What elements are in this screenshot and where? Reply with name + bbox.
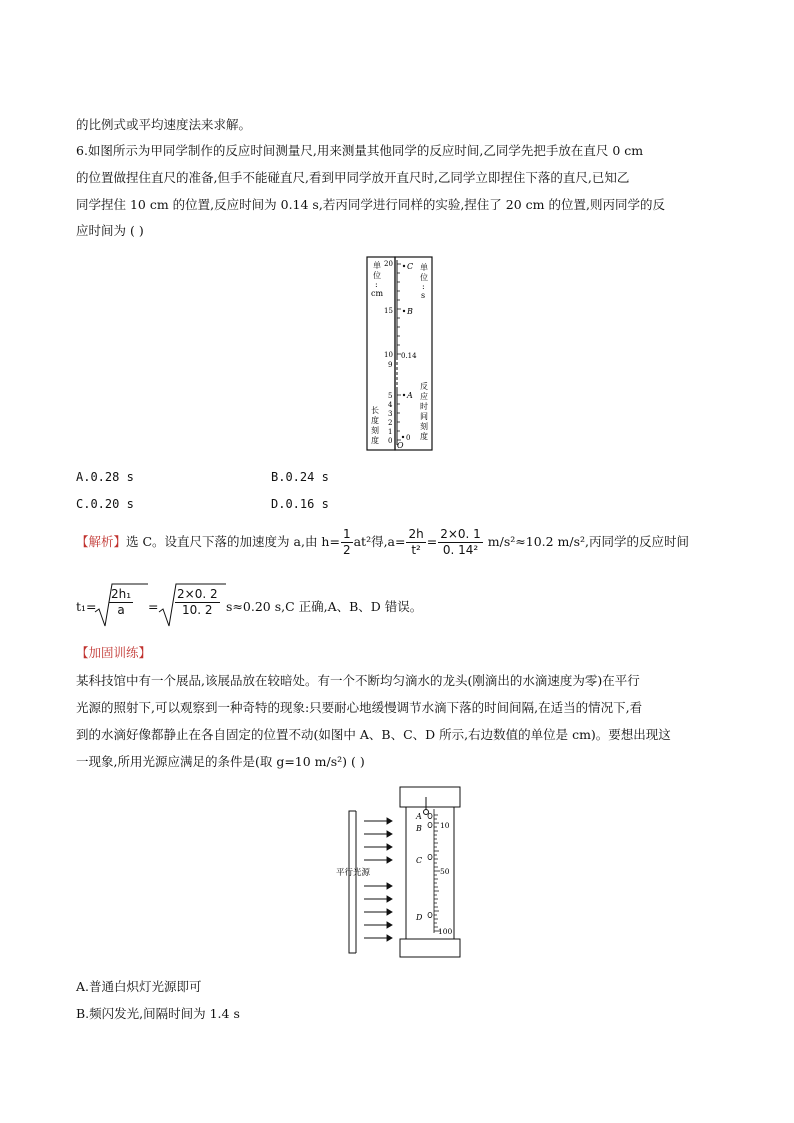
fraction-half [341,527,353,558]
left-unit-3: : [375,280,378,289]
point-a: A [407,391,413,400]
cm-4: 4 [388,401,393,409]
practice-line-1: 某科技馆中有一个展品,该展品放在较暗处。有一个不断均匀滴水的龙头(刚滴出的水滴速度为零)在平行 [76,673,640,688]
solution-text-4: s≈0.20 s,C 正确,A、B、D 错误。 [226,599,423,614]
fraction-2h-num: 2h [408,527,424,541]
fraction-half-den: 2 [342,543,351,557]
sqrt-fraction-2 [175,587,220,618]
left-label-3: 刻 [371,426,379,435]
practice-line-4: 一现象,所用光源应满足的条件是(取 g=10 m/s²) ( ) [76,754,365,769]
drop-a-label: A [416,812,422,821]
cm-5: 5 [388,392,393,400]
option-b: B.0.24 s [271,470,329,484]
sqrt-fraction-1 [109,587,133,618]
solution-text-1: 选 C。设直尺下落的加速度为 a,由 h= [126,534,340,549]
drop-d-label: D [416,913,423,922]
sqrt-fraction-1-den: a [117,603,125,617]
practice-option-b: B.频闪发光,间隔时间为 1.4 s [76,1006,240,1021]
practice-option-a: A.普通白炽灯光源即可 [76,979,202,994]
equals-sign: = [426,534,438,549]
right-unit-4: s [421,291,426,300]
time-tick-014: 0.14 [401,352,417,360]
solution-text-3: m/s²≈10.2 m/s²,丙同学的反应时间 [483,534,690,549]
option-d: D.0.16 s [271,497,329,511]
right-unit-1: 单 [420,263,428,272]
practice-tag: 【加固训练】 [76,645,152,660]
cm-20: 20 [384,260,393,268]
right-unit-3: : [422,282,425,291]
parallel-light-label: 平行光源 [336,868,371,878]
drop-b-label: B [416,824,422,833]
cm-1: 1 [388,428,393,436]
zero-time: 0 [406,434,411,442]
right-label-2: 应 [420,392,428,401]
question-6-line-1: 6.如图所示为甲同学制作的反应时间测量尺,用来测量其他同学的反应时间,乙同学先把手放在直尺 0 cm [76,143,644,158]
fraction-t2-den: t² [411,543,421,557]
fraction-values [438,527,483,558]
cm-0: 0 [388,437,393,445]
right-label-3: 时 [420,402,428,411]
point-c: C [407,262,414,271]
right-label-4: 间 [420,412,428,421]
cm-9: 9 [388,361,393,369]
right-unit-2: 位 [420,273,428,282]
left-label-1: 长 [371,406,379,415]
cm-3: 3 [388,410,393,418]
drop-c-label: C [416,856,423,865]
point-b: B [407,307,413,316]
cm-2: 2 [388,419,393,427]
fraction-half-num: 1 [342,527,351,541]
scale-10: 10 [440,821,450,830]
scale-50: 50 [440,867,450,876]
point-o: O [397,441,404,450]
fraction-values-den: 0. 14² [442,543,479,557]
intro-line: 的比例式或平均速度法来求解。 [76,117,252,132]
reaction-ruler-figure [366,256,434,452]
right-label-6: 度 [420,432,428,441]
left-unit-4: cm [371,289,384,298]
question-6-line-3: 同学捏住 10 cm 的位置,反应时间为 0.14 s,若丙同学进行同样的实验,捏住了 20 cm 的位置,则丙同学的反 [76,197,665,212]
right-label-1: 反 [420,382,428,391]
left-unit-1: 单 [373,261,381,270]
fraction-values-num: 2×0. 1 [440,527,481,541]
scale-100: 100 [438,927,453,936]
right-label-5: 刻 [420,422,428,431]
cm-10: 10 [384,351,393,359]
drip-figure [334,785,464,959]
option-c: C.0.20 s [76,497,134,511]
sqrt-fraction-2-den: 10. 2 [182,603,213,617]
cm-15: 15 [384,307,393,315]
fraction-2h-t2 [406,527,425,558]
t1-label: t₁= [76,599,97,614]
practice-line-2: 光源的照射下,可以观察到一种奇特的现象:只要耐心地缓慢调节水滴下落的时间间隔,在适当的情况下,看 [76,700,643,715]
left-label-2: 度 [371,416,379,425]
left-unit-2: 位 [373,271,381,280]
solution-line-1 [76,522,689,562]
sqrt-fraction-2-num: 2×0. 2 [177,587,218,601]
question-6-line-2: 的位置做捏住直尺的准备,但手不能碰直尺,看到甲同学放开直尺时,乙同学立即捏住下落的直尺,已知乙 [76,170,630,185]
sqrt-fraction-1-num: 2h₁ [111,587,132,601]
left-label-4: 度 [371,436,379,445]
option-a: A.0.28 s [76,470,134,484]
solution-text-2: at²得,a= [353,534,406,549]
solution-tag: 【解析】 [76,534,127,549]
practice-line-3: 到的水滴好像都静止在各自固定的位置不动(如图中 A、B、C、D 所示,右边数值的单位是 cm)。要想出现这 [76,727,671,742]
question-6-line-4: 应时间为 ( ) [76,223,144,238]
